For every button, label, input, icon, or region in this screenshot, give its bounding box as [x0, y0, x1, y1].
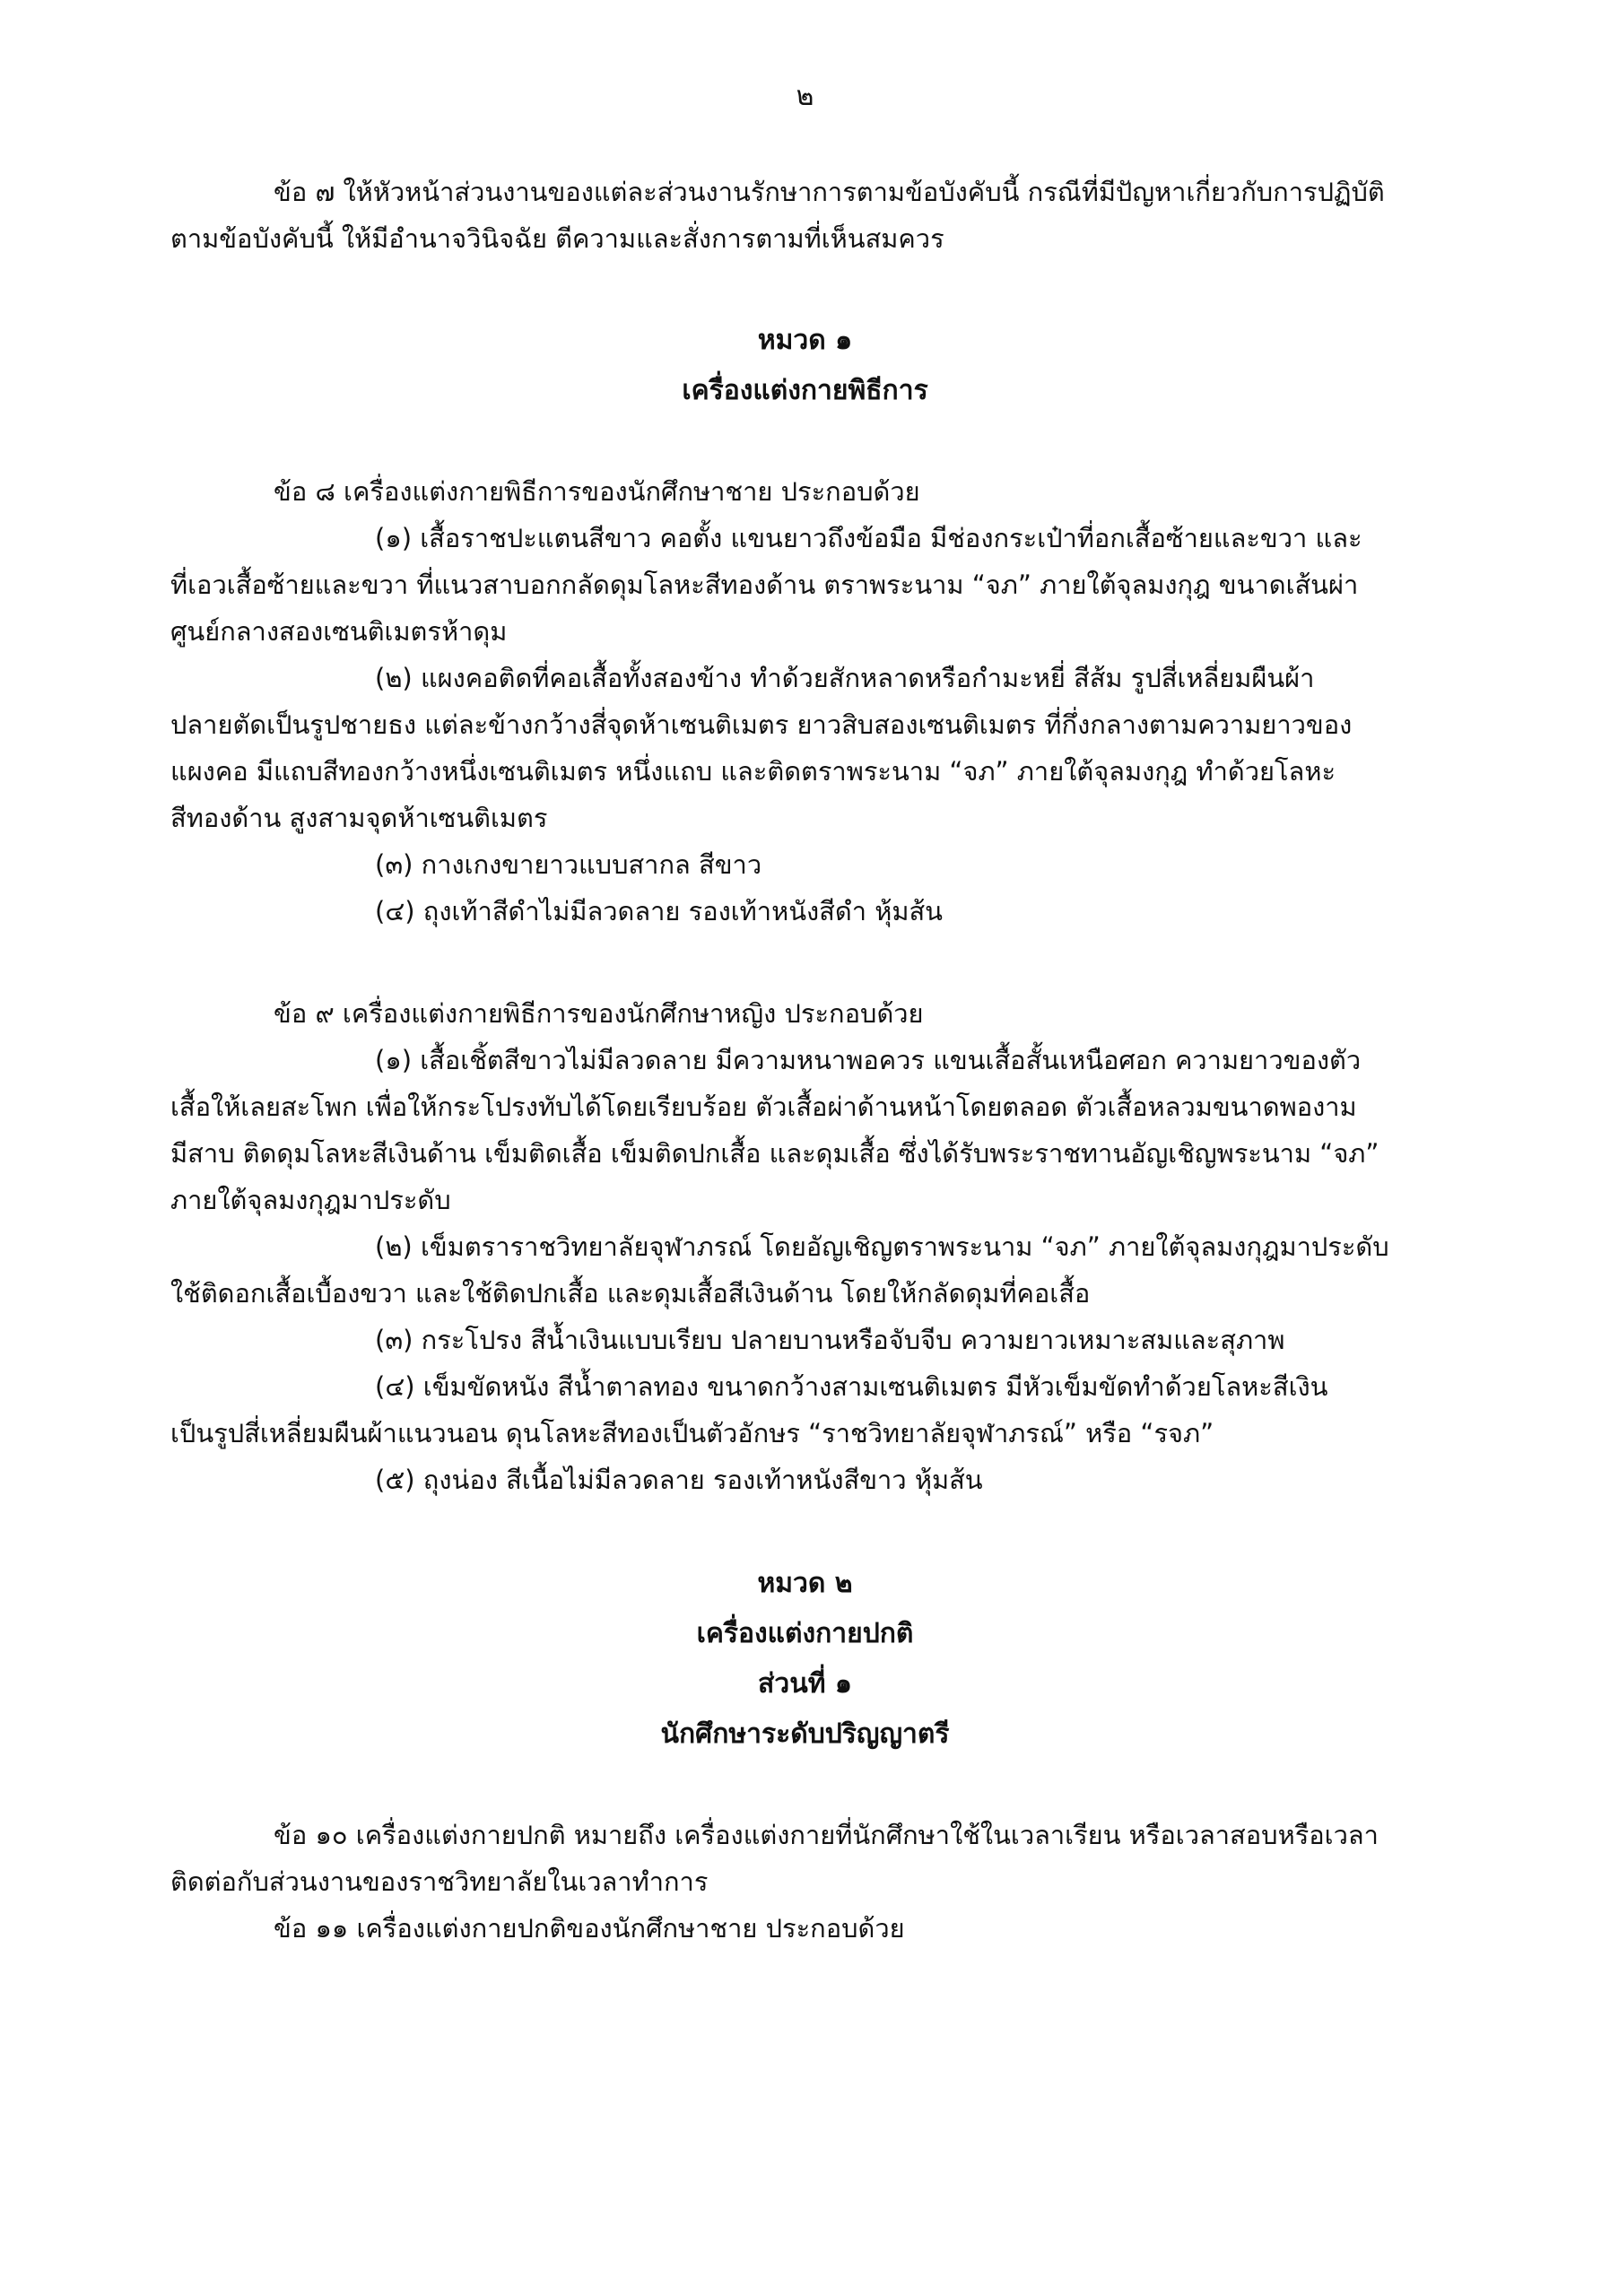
clause8-item1-line2: ที่เอวเสื้อซ้ายและขวา ที่แนวสาบอกกลัดดุมโลหะสีทองด้าน ตราพระนาม “จภ” ภายใต้จุลมงกุฎ ขนาดเส้นผ่า	[170, 570, 1359, 600]
chapter2-title: เครื่องแต่งกายปกติ	[696, 1618, 914, 1649]
clause9-item5: (๕) ถุงน่อง สีเนื้อไม่มีลวดลาย รองเท้าหนังสีขาว หุ้มส้น	[375, 1465, 983, 1495]
clause10-line2: ติดต่อกับส่วนงานของราชวิทยาลัยในเวลาทำการ	[170, 1866, 709, 1897]
clause8-item2-line4: สีทองด้าน สูงสามจุดห้าเซนติเมตร	[170, 803, 548, 833]
clause9-item1-line2: เสื้อให้เลยสะโพก เพื่อให้กระโปรงทับได้โดยเรียบร้อย ตัวเสื้อผ่าด้านหน้าโดยตลอด ตัวเสื้อหลวมขนาดพองาม	[170, 1091, 1357, 1122]
clause8-item2-line3: แผงคอ มีแถบสีทองกว้างหนึ่งเซนติเมตร หนึ่งแถบ และติดตราพระนาม “จภ” ภายใต้จุลมงกุฎ ทำด้วยโลหะ	[170, 756, 1336, 787]
clause7-line1: ข้อ ๗ ให้หัวหน้าส่วนงานของแต่ละส่วนงานรักษาการตามข้อบังคับนี้ กรณีที่มีปัญหาเกี่ยวกับการปฏิบัติ	[274, 177, 1385, 207]
clause9-intro: ข้อ ๙ เครื่องแต่งกายพิธีการของนักศึกษาหญิง ประกอบด้วย	[274, 998, 924, 1029]
clause9-item1-line1: (๑) เสื้อเชิ้ตสีขาวไม่มีลวดลาย มีความหนาพอควร แขนเสื้อสั้นเหนือศอก ความยาวของตัว	[375, 1045, 1362, 1075]
page-number: ๒	[796, 81, 814, 112]
clause9-item4-line2: เป็นรูปสี่เหลี่ยมผืนผ้าแนวนอน ดุนโลหะสีทองเป็นตัวอักษร “ราชวิทยาลัยจุฬาภรณ์” หรือ “รจภ”	[170, 1418, 1214, 1448]
clause7-line2: ตามข้อบังคับนี้ ให้มีอำนาจวินิจฉัย ตีความและสั่งการตามที่เห็นสมควร	[170, 223, 944, 254]
chapter2-heading: หมวด ๒	[757, 1568, 853, 1599]
clause11-intro: ข้อ ๑๑ เครื่องแต่งกายปกติของนักศึกษาชาย ประกอบด้วย	[274, 1913, 905, 1944]
clause9-item4-line1: (๔) เข็มขัดหนัง สีน้ำตาลทอง ขนาดกว้างสามเซนติเมตร มีหัวเข็มขัดทำด้วยโลหะสีเงิน	[375, 1371, 1328, 1402]
clause9-item2-line1: (๒) เข็มตราราชวิทยาลัยจุฬาภรณ์ โดยอัญเชิญตราพระนาม “จภ” ภายใต้จุลมงกุฎมาประดับ	[375, 1231, 1389, 1262]
clause8-intro: ข้อ ๘ เครื่องแต่งกายพิธีการของนักศึกษาชาย ประกอบด้วย	[274, 476, 920, 507]
chapter2-part-title: นักศึกษาระดับปริญญาตรี	[660, 1718, 950, 1750]
clause8-item4: (๔) ถุงเท้าสีดำไม่มีลวดลาย รองเท้าหนังสีดำ หุ้มส้น	[375, 896, 943, 926]
chapter1-heading: หมวด ๑	[757, 325, 853, 356]
clause8-item2-line2: ปลายตัดเป็นรูปชายธง แต่ละข้างกว้างสี่จุดห้าเซนติเมตร ยาวสิบสองเซนติเมตร ที่กึ่งกลางตามความยาวของ	[170, 709, 1353, 740]
clause9-item1-line3: มีสาบ ติดดุมโลหะสีเงินด้าน เข็มติดเสื้อ เข็มติดปกเสื้อ และดุมเสื้อ ซึ่งได้รับพระราชทานอัญเชิญพระนาม “จภ”	[170, 1138, 1379, 1169]
clause9-item2-line2: ใช้ติดอกเสื้อเบื้องขวา และใช้ติดปกเสื้อ และดุมเสื้อสีเงินด้าน โดยให้กลัดดุมที่คอเสื้อ	[170, 1278, 1091, 1309]
clause9-item1-line4: ภายใต้จุลมงกุฎมาประดับ	[170, 1185, 451, 1215]
clause8-item1-line3: ศูนย์กลางสองเซนติเมตรห้าดุม	[170, 616, 508, 647]
chapter1-title: เครื่องแต่งกายพิธีการ	[682, 375, 928, 406]
clause8-item2-line1: (๒) แผงคอติดที่คอเสื้อทั้งสองข้าง ทำด้วยสักหลาดหรือกำมะหยี่ สีส้ม รูปสี่เหลี่ยมผืนผ้า	[375, 663, 1315, 693]
clause8-item3: (๓) กางเกงขายาวแบบสากล สีขาว	[375, 849, 762, 880]
clause9-item3: (๓) กระโปรง สีน้ำเงินแบบเรียบ ปลายบานหรือจับจีบ ความยาวเหมาะสมและสุภาพ	[375, 1325, 1285, 1355]
clause8-item1-line1: (๑) เสื้อราชปะแตนสีขาว คอตั้ง แขนยาวถึงข้อมือ มีช่องกระเป๋าที่อกเสื้อซ้ายและขวา และ	[375, 523, 1362, 553]
chapter2-part: ส่วนที่ ๑	[758, 1668, 852, 1700]
clause10-line1: ข้อ ๑๐ เครื่องแต่งกายปกติ หมายถึง เครื่องแต่งกายที่นักศึกษาใช้ในเวลาเรียน หรือเวลาสอบหรือเวลา	[274, 1820, 1379, 1850]
